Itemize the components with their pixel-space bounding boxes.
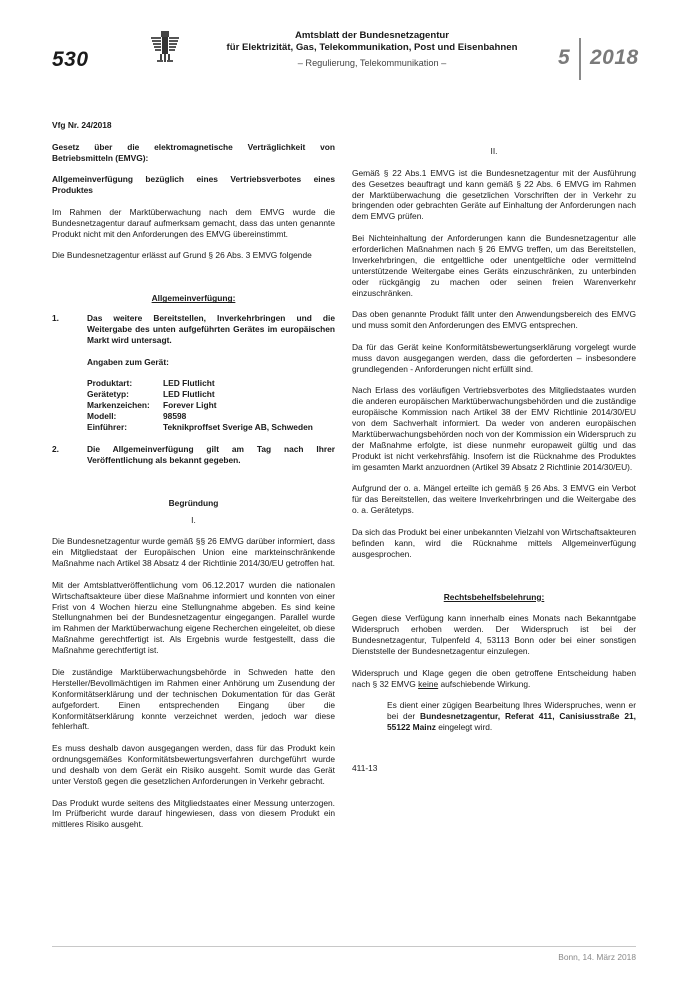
right-column — [352, 146, 636, 785]
device-value: LED Flutlicht — [163, 378, 215, 389]
order-item-2-number: 2. — [52, 443, 59, 454]
order-item-2 — [52, 444, 335, 466]
law-title: Gesetz über die elektromagnetische Verträglichkeit von Betriebsmitteln (EMVG): — [52, 141, 335, 163]
reason-paragraph-5: Das Produkt wurde seitens des Mitgliedstaates einer Messung unterzogen. Im Prüfbericht wurde darauf hingewiesen, dass von diesem Produkt ein mittleres Risiko ausgeht. — [52, 797, 335, 830]
reason-paragraph-4: Es muss deshalb davon ausgegangen werden, dass für das Produkt kein ordnungsgemäßes Konformitätsbewertungsverfahren durchgeführt wurde und deshalb von dem Gerät ein Risiko ausgeht. Somit wurde das Gerät unter Verstoß gegen die gesetzlichen Anforderungen in Verkehr gebracht. — [52, 743, 335, 786]
order-item-1 — [52, 313, 335, 346]
intro-paragraph-1: Im Rahmen der Marktüberwachung nach dem EMVG wurde die Bundesnetzagentur darauf aufmerksam gemacht, dass das unten genannte Produkt nicht mit den Anforderungen des EMVG übereinstimmt. — [52, 206, 335, 239]
device-row — [87, 422, 313, 433]
right-paragraph-6: Aufgrund der o. a. Mängel erteilte ich gemäß § 26 Abs. 3 EMVG ein Verbot für das Bereitstellen, das weitere Inverkehrbringen und die Weitergabe des o. a. Gerätetyps. — [352, 483, 636, 516]
order-item-1-text: Das weitere Bereitstellen, Inverkehrbringen und die Weitergabe des unten aufgeführten Gerätes im europäischen Markt wird untersagt. — [87, 313, 335, 346]
right-paragraph-5: Nach Erlass des vorläufigen Vertriebsverbotes des Mitgliedstaates wurden die anderen europäischen Marktüberwachungsbehörden und die zuständige europäische Kommission nach Artikel 38 der EMV Richtlinie 2014/30/EU von dem Sachverhalt informiert. Da weder von anderen europäischen Marktüberwachungsbehörden noch von der Kommission ein Widerspruch zu der Maßnahme erfolgte, ist diese nunmehr europaweit gültig und das Produkt ist nicht verkehrsfähig. Insofern ist die Rücknahme des Produktes im gesamten Markt anzuordnen (Artikel 39 Absatz 2 Richtlinie 2014/30/EU). — [352, 385, 636, 472]
issue-year: 2018 — [590, 46, 639, 69]
suspensive-text-a: Widerspruch und Klage gegen die oben getroffene Entscheidung haben nach § 32 EMVG — [352, 667, 636, 689]
subject-title: Allgemeinverfügung bezüglich eines Vertriebsverbotes eines Produktes — [52, 174, 335, 196]
device-label: Modell: — [87, 411, 117, 422]
gazette-title-line1: Amtsblatt der Bundesnetzagentur — [294, 30, 450, 41]
issue-number: 5 — [558, 46, 571, 69]
reason-paragraph-2: Mit der Amtsblattveröffentlichung vom 06.12.2017 wurden die nationalen Wirtschaftsakteure über diese Maßnahme informiert und konnten von einer Frist von 4 Wochen hierzu eine Stellungnahme abgeben. Es sind keine Stellungnahmen bei der Bundesnetzagentur eingegangen. Parallel wurde im Rahmen der Marktüberwachung eigene Recherchen eingeleitet, ob diese Maßnahme gerechtfertigt ist. Als Ergebnis wurde festgestellt, dass die Maßnahme gerechtfertigt ist. — [52, 579, 335, 656]
device-row — [87, 411, 313, 422]
footer-divider — [52, 946, 636, 947]
appeal-paragraph: Gegen diese Verfügung kann innerhalb eines Monats nach Bekanntgabe Widerspruch erhoben werden. Der Widerspruch ist bei der Bundesnetzagentur, Tulpenfeld 4, 53113 Bonn oder bei einer sonstigen Dienststelle der Bundesnetzagentur einzulegen. — [352, 613, 636, 657]
device-heading: Angaben zum Gerät: — [87, 356, 169, 367]
reason-paragraph-3: Die zuständige Marktüberwachungsbehörde in Schweden hatte den Hersteller/Bevollmächtigen im Rahmen einer Anhörung um Zusendung der Konformitätserklärung und der technischen Dokumentation für das Gerät aufgefordert. Einen entsprechenden Eingang über die Konformitätserklärung konnte verzeichnet werden, jedoch war diese fehlerhaft. — [52, 666, 335, 732]
device-label: Einführer: — [87, 422, 128, 433]
device-value: 98598 — [163, 411, 187, 422]
device-value: Forever Light — [163, 400, 217, 411]
right-paragraph-7: Da sich das Produkt bei einer unbekannten Vielzahl von Wirtschaftsakteuren befinden kann, wird die Rücknahme mittels Allgemeinverfügung ausgesprochen. — [352, 526, 636, 559]
issue-divider — [579, 38, 581, 80]
page-number: 530 — [52, 48, 89, 71]
footer-place-date: Bonn, 14. März 2018 — [558, 952, 636, 962]
device-label: Gerätetyp: — [87, 389, 129, 400]
vfg-number: Vfg Nr. 24/2018 — [52, 120, 112, 130]
gazette-title — [216, 30, 528, 54]
right-paragraph-4: Da für das Gerät keine Konformitätsbewertungserklärung vorgelegt wurde muss davon ausgegangen werden, dass die geforderten – insbesondere grundlegenden - Anforderungen nicht erfüllt sind. — [352, 341, 636, 374]
device-details — [87, 378, 313, 433]
section-roman-1: I. — [191, 514, 196, 525]
reason-paragraph-1: Die Bundesnetzagentur wurde gemäß §§ 26 EMVG darüber informiert, dass ein Mitgliedstaat der Europäischen Union eine markteinschränkende Maßnahme nach Artikel 38 Absatz 4 der Richtlinie 2014/30/EU getroffen hat. — [52, 536, 335, 569]
filing-address-paragraph — [387, 700, 636, 733]
left-column — [52, 120, 335, 841]
filing-text-b: eingelegt wird. — [435, 722, 493, 733]
suspensive-text-b: aufschiebende Wirkung. — [438, 678, 531, 689]
order-item-1-number: 1. — [52, 313, 59, 324]
filing-text-a: Es dient einer zügigen Bearbeitung Ihres Widerspruches, wenn er bei der — [387, 700, 636, 722]
allgemeinverfuegung-heading: Allgemeinverfügung: — [151, 293, 236, 304]
order-item-2-text: Die Allgemeinverfügung gilt am Tag nach Ihrer Veröffentlichung als bekannt gegeben. — [87, 443, 335, 465]
right-paragraph-2: Bei Nichteinhaltung der Anforderungen kann die Bundesnetzagentur alle erforderlichen Maßnahmen nach § 26 EMVG treffen, um das Bereitstellen, Inverkehrbringen, die entgeltliche oder unentgeltliche oder vermittelnd unterstützende Weitergabe eines Geräts einzuschränken, zu unterbinden oder rückgängig zu machen oder seinen freien Warenverkehr einzuschränken. — [352, 233, 636, 298]
device-value: Teknikproffset Sverige AB, Schweden — [163, 422, 313, 433]
reference-number: 411-13 — [352, 763, 378, 774]
section-roman-2: II. — [490, 146, 498, 156]
no-suspensive-effect-paragraph — [352, 668, 636, 690]
right-paragraph-3: Das oben genannte Produkt fällt unter den Anwendungsbereich des EMVG und muss somit den Anforderungen des EMVG entsprechen. — [352, 309, 636, 331]
device-row — [87, 378, 313, 389]
right-paragraph-1: Gemäß § 22 Abs.1 EMVG ist die Bundesnetzagentur mit der Ausführung des Gesetzes beauftragt und kann gemäß § 22 Abs. 6 EMVG im Rahmen der Marktüberwachung die gesetzlichen Vorschriften der in Verkehr zu bringenden oder gebrachten Geräte auf Einhaltung der Anforderungen nach dem EMVG prüfen. — [352, 167, 636, 222]
rechtsbehelf-heading: Rechtsbehelfsbelehrung: — [443, 591, 545, 602]
gazette-title-line2: für Elektrizität, Gas, Telekommunikation, Post und Eisenbahnen — [226, 42, 518, 53]
device-row — [87, 389, 313, 400]
intro-paragraph-2: Die Bundesnetzagentur erlässt auf Grund § 26 Abs. 3 EMVG folgende — [52, 250, 312, 261]
device-label: Produktart: — [87, 378, 133, 389]
federal-eagle-icon — [150, 30, 180, 66]
device-label: Markenzeichen: — [87, 400, 150, 411]
device-row — [87, 400, 313, 411]
device-value: LED Flutlicht — [163, 389, 215, 400]
filing-address: Bundesnetzagentur, Referat 411, Canisiusstraße 21, 55122 Mainz — [387, 711, 636, 733]
gazette-subtitle: – Regulierung, Telekommunikation – — [297, 58, 447, 68]
suspensive-text-keine: keine — [418, 678, 439, 689]
begruendung-heading: Begründung — [168, 497, 219, 508]
